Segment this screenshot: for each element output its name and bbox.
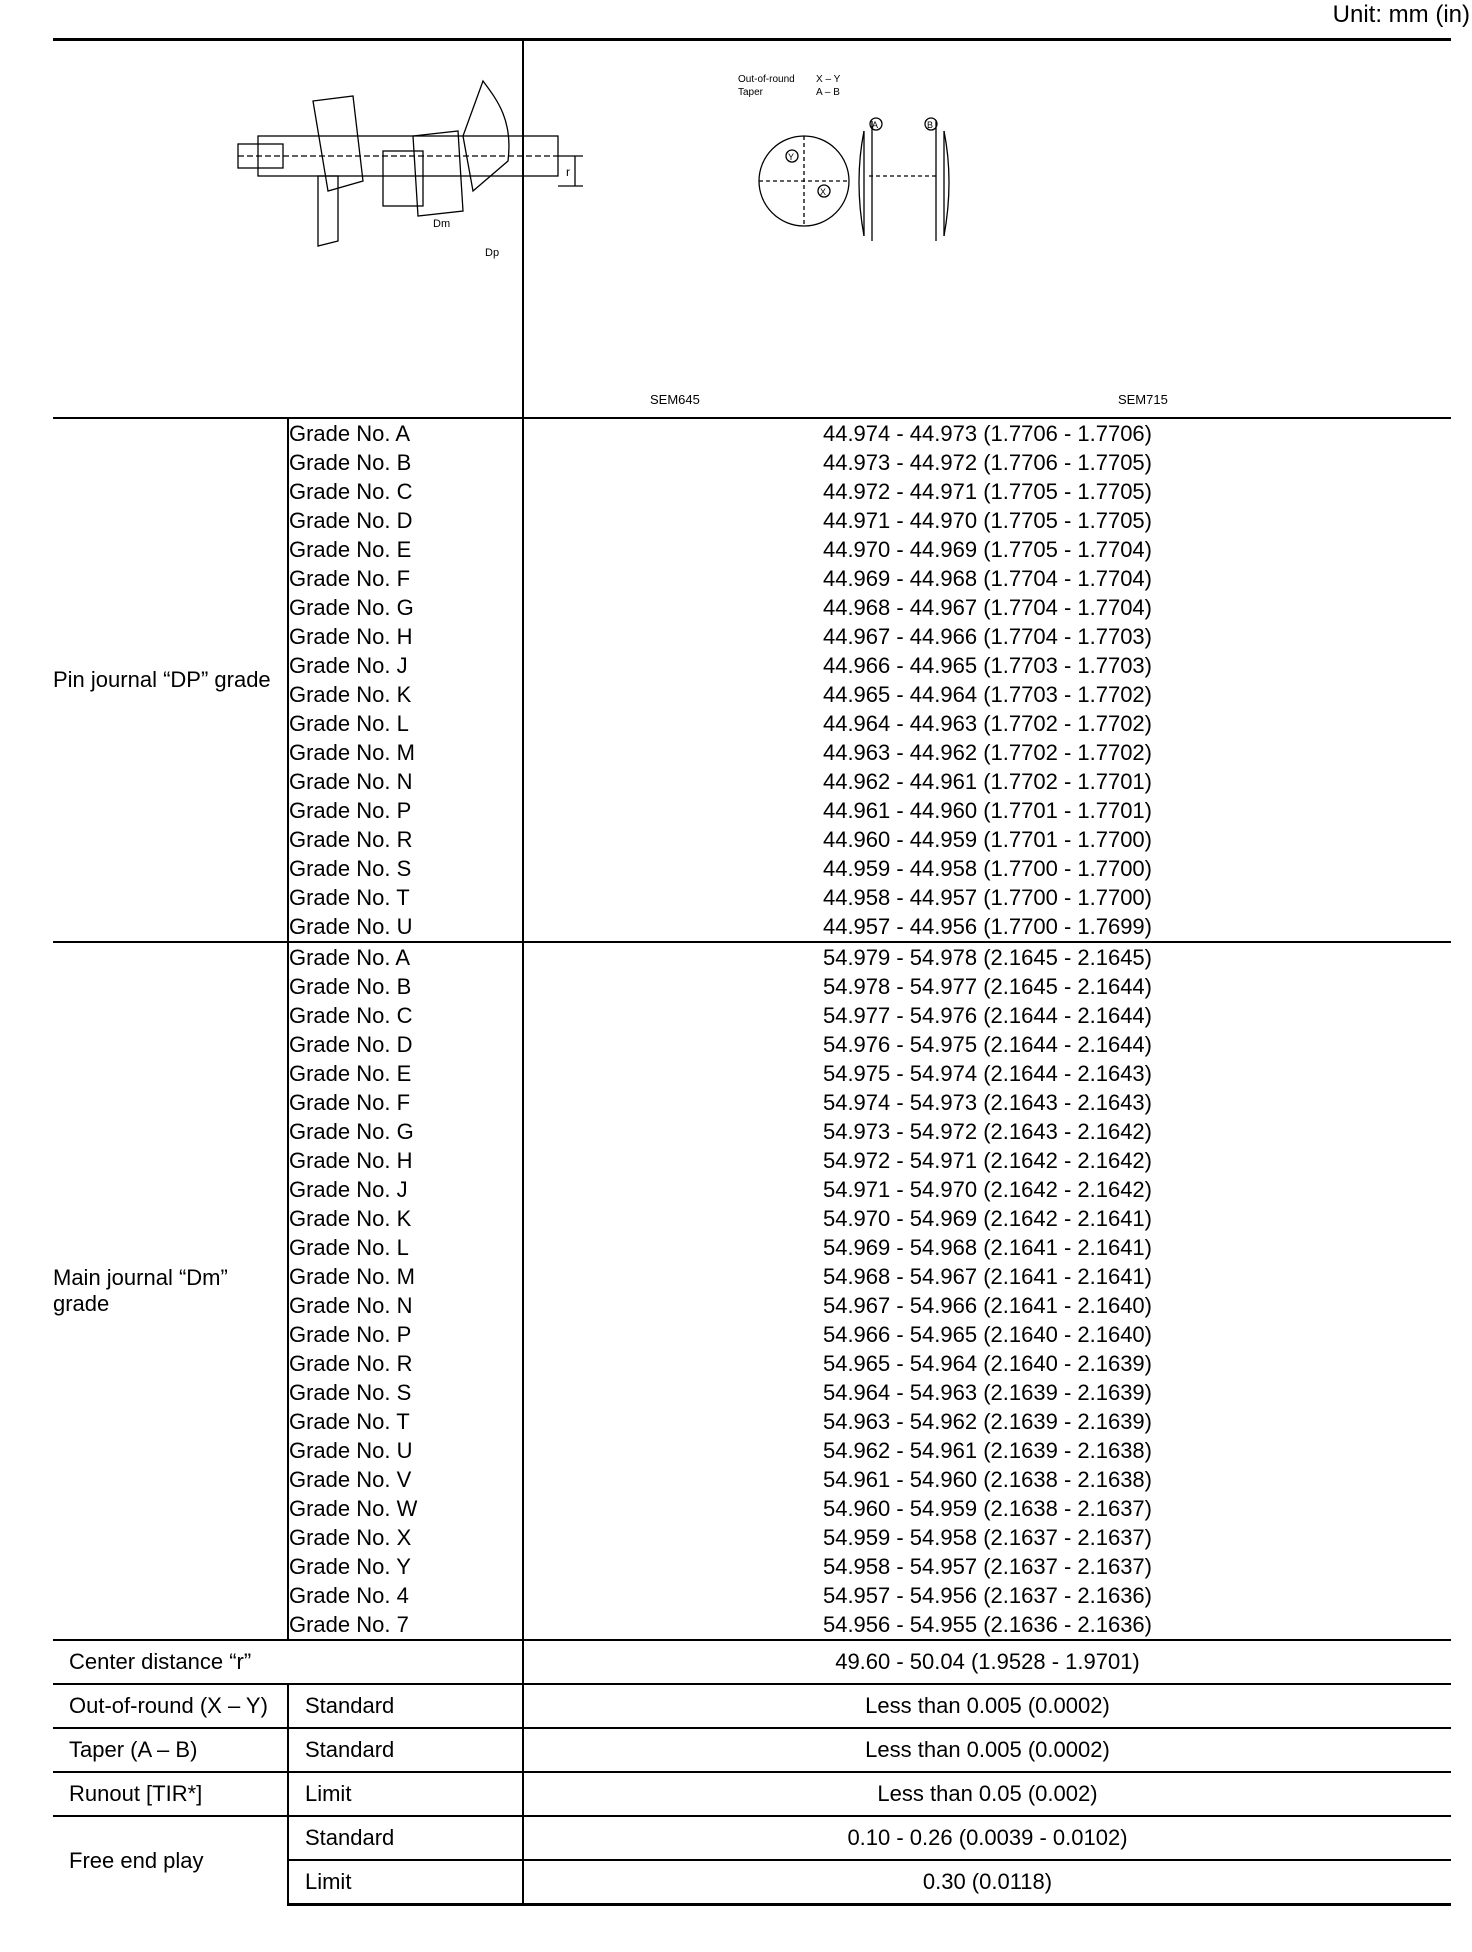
- grade-value: 54.961 - 54.960 (2.1638 - 2.1638): [822, 1467, 1152, 1492]
- dp-label: Dp: [485, 247, 500, 259]
- grade-value: 54.965 - 54.964 (2.1640 - 2.1639): [822, 1351, 1152, 1376]
- grade-label: Grade No. F: [288, 566, 411, 591]
- grade-label: Grade No. S: [288, 856, 412, 881]
- pin-journal-values: [523, 418, 1451, 942]
- grade-value: 44.958 - 44.957 (1.7700 - 1.7700): [822, 885, 1152, 910]
- x-marker-label: X: [819, 187, 826, 197]
- runout-condition: Limit: [288, 1772, 523, 1816]
- legend-taper-formula: A – B: [815, 87, 840, 98]
- figure-row: [53, 40, 1451, 419]
- grade-value: 44.967 - 44.966 (1.7704 - 1.7703): [822, 624, 1152, 649]
- runout-value: Less than 0.05 (0.002): [523, 1772, 1451, 1816]
- taper-label: Taper (A – B): [53, 1728, 288, 1772]
- crankshaft-spec-table: [53, 38, 1451, 1906]
- grade-label: Grade No. C: [288, 479, 413, 504]
- grade-label: Grade No. D: [288, 508, 413, 533]
- grade-label: Grade No. K: [288, 1206, 412, 1231]
- grade-label: Grade No. M: [288, 1264, 415, 1289]
- runout-label: Runout [TIR*]: [53, 1772, 288, 1816]
- grade-value: 54.964 - 54.963 (2.1639 - 2.1639): [822, 1380, 1152, 1405]
- grade-value: 54.971 - 54.970 (2.1642 - 2.1642): [822, 1177, 1152, 1202]
- grade-label: Grade No. P: [288, 798, 412, 823]
- grade-value: 44.968 - 44.967 (1.7704 - 1.7704): [822, 595, 1152, 620]
- grade-label: Grade No. B: [288, 450, 412, 475]
- main-journal-grades: [288, 942, 523, 1640]
- out-of-round-row: [53, 1684, 1451, 1728]
- center-distance-label: Center distance “r”: [53, 1640, 523, 1684]
- grade-label: Grade No. L: [288, 1235, 409, 1260]
- grade-value: 44.962 - 44.961 (1.7702 - 1.7701): [822, 769, 1152, 794]
- pin-journal-row: [53, 418, 1451, 942]
- taper-value: Less than 0.005 (0.0002): [523, 1728, 1451, 1772]
- grade-value: 54.975 - 54.974 (2.1644 - 2.1643): [822, 1061, 1152, 1086]
- grade-value: 44.965 - 44.964 (1.7703 - 1.7702): [822, 682, 1152, 707]
- grade-label: Grade No. B: [288, 974, 412, 999]
- free-end-play-limit-value: 0.30 (0.0118): [523, 1860, 1451, 1905]
- grade-label: Grade No. L: [288, 711, 409, 736]
- r-label: r: [566, 165, 570, 179]
- grade-label: Grade No. W: [288, 1496, 418, 1521]
- grade-value: 54.972 - 54.971 (2.1642 - 2.1642): [822, 1148, 1152, 1173]
- taper-row: [53, 1728, 1451, 1772]
- grade-value: 54.960 - 54.959 (2.1638 - 2.1637): [822, 1496, 1152, 1521]
- out-of-round-condition: Standard: [288, 1684, 523, 1728]
- grade-label: Grade No. N: [288, 769, 413, 794]
- grade-value: 54.969 - 54.968 (2.1641 - 2.1641): [822, 1235, 1152, 1260]
- grade-value: 54.957 - 54.956 (2.1637 - 2.1636): [822, 1583, 1152, 1608]
- grade-label: Grade No. P: [288, 1322, 412, 1347]
- free-end-play-limit-label: Limit: [288, 1860, 523, 1905]
- grade-label: Grade No. 4: [288, 1583, 409, 1608]
- grade-label: Grade No. S: [288, 1380, 412, 1405]
- grade-label: Grade No. C: [288, 1003, 413, 1028]
- legend-out-of-round: Out-of-round: [737, 74, 795, 85]
- taper-condition: Standard: [288, 1728, 523, 1772]
- free-end-play-label: Free end play: [53, 1816, 288, 1905]
- grade-value: 54.956 - 54.955 (2.1636 - 2.1636): [822, 1612, 1152, 1637]
- grade-value: 44.969 - 44.968 (1.7704 - 1.7704): [822, 566, 1152, 591]
- y-marker-label: Y: [787, 152, 794, 162]
- grade-value: 54.958 - 54.957 (2.1637 - 2.1637): [822, 1554, 1152, 1579]
- crankshaft-figure-cell: [53, 40, 700, 419]
- legend-out-of-round-formula: X – Y: [815, 74, 841, 85]
- grade-label: Grade No. J: [288, 1177, 408, 1202]
- grade-value: 44.959 - 44.958 (1.7700 - 1.7700): [822, 856, 1152, 881]
- grade-value: 54.966 - 54.965 (2.1640 - 2.1640): [822, 1322, 1152, 1347]
- grade-value: 54.959 - 54.958 (2.1637 - 2.1637): [822, 1525, 1152, 1550]
- figure-code-left: SEM645: [650, 392, 700, 407]
- free-end-play-standard-row: [53, 1816, 1451, 1860]
- center-distance-value: 49.60 - 50.04 (1.9528 - 1.9701): [523, 1640, 1451, 1684]
- b-marker-label: B: [926, 120, 933, 130]
- grade-label: Grade No. T: [288, 1409, 410, 1434]
- grade-label: Grade No. V: [288, 1467, 412, 1492]
- unit-label: Unit: mm (in): [1332, 1, 1470, 28]
- pin-journal-label: Pin journal “DP” grade: [53, 418, 288, 942]
- grade-value: 44.966 - 44.965 (1.7703 - 1.7703): [822, 653, 1152, 678]
- out-of-round-value: Less than 0.005 (0.0002): [523, 1684, 1451, 1728]
- grade-label: Grade No. F: [288, 1090, 411, 1115]
- center-distance-row: [53, 1640, 1451, 1684]
- grade-value: 44.971 - 44.970 (1.7705 - 1.7705): [822, 508, 1152, 533]
- runout-row: [53, 1772, 1451, 1816]
- main-journal-values: [523, 942, 1451, 1640]
- grade-label: Grade No. H: [288, 624, 413, 649]
- grade-value: 44.961 - 44.960 (1.7701 - 1.7701): [822, 798, 1152, 823]
- grade-value: 54.970 - 54.969 (2.1642 - 2.1641): [822, 1206, 1152, 1231]
- grade-value: 44.963 - 44.962 (1.7702 - 1.7702): [822, 740, 1152, 765]
- grade-label: Grade No. R: [288, 1351, 413, 1376]
- grade-value: 44.957 - 44.956 (1.7700 - 1.7699): [822, 914, 1152, 939]
- grade-label: Grade No. N: [288, 1293, 413, 1318]
- grade-label: Grade No. J: [288, 653, 408, 678]
- grade-value: 44.974 - 44.973 (1.7706 - 1.7706): [822, 421, 1152, 446]
- legend-taper: Taper: [737, 87, 763, 98]
- grade-value: 44.972 - 44.971 (1.7705 - 1.7705): [822, 479, 1152, 504]
- grade-label: Grade No. 7: [288, 1612, 409, 1637]
- grade-value: 54.976 - 54.975 (2.1644 - 2.1644): [822, 1032, 1152, 1057]
- main-journal-row: [53, 942, 1451, 1640]
- grade-label: Grade No. G: [288, 595, 414, 620]
- grade-value: 44.964 - 44.963 (1.7702 - 1.7702): [822, 711, 1152, 736]
- grade-label: Grade No. U: [288, 1438, 413, 1463]
- grade-value: 54.974 - 54.973 (2.1643 - 2.1643): [822, 1090, 1152, 1115]
- out-of-round-taper-diagram: [524, 41, 1220, 417]
- grade-label: Grade No. A: [288, 421, 411, 446]
- grade-label: Grade No. X: [288, 1525, 412, 1550]
- grade-label: Grade No. G: [288, 1119, 414, 1144]
- grade-value: 54.968 - 54.967 (2.1641 - 2.1641): [822, 1264, 1152, 1289]
- dm-label: Dm: [433, 218, 451, 230]
- grade-value: 54.963 - 54.962 (2.1639 - 2.1639): [822, 1409, 1152, 1434]
- grade-label: Grade No. T: [288, 885, 410, 910]
- grade-label: Grade No. M: [288, 740, 415, 765]
- grade-label: Grade No. K: [288, 682, 412, 707]
- grade-label: Grade No. R: [288, 827, 413, 852]
- grade-value: 44.960 - 44.959 (1.7701 - 1.7700): [822, 827, 1152, 852]
- out-of-round-label: Out-of-round (X – Y): [53, 1684, 288, 1728]
- grade-label: Grade No. Y: [288, 1554, 411, 1579]
- grade-value: 44.973 - 44.972 (1.7706 - 1.7705): [822, 450, 1152, 475]
- grade-label: Grade No. E: [288, 537, 412, 562]
- grade-value: 54.979 - 54.978 (2.1645 - 2.1645): [822, 945, 1152, 970]
- grade-value: 54.978 - 54.977 (2.1645 - 2.1644): [822, 974, 1152, 999]
- a-marker-label: A: [871, 120, 878, 130]
- grade-label: Grade No. U: [288, 914, 413, 939]
- journal-figure-cell: [523, 40, 1451, 419]
- grade-value: 54.973 - 54.972 (2.1643 - 2.1642): [822, 1119, 1152, 1144]
- grade-value: 44.970 - 44.969 (1.7705 - 1.7704): [822, 537, 1152, 562]
- pin-journal-grades: [288, 418, 523, 942]
- main-journal-label: Main journal “Dm” grade: [53, 942, 288, 1640]
- grade-value: 54.977 - 54.976 (2.1644 - 2.1644): [822, 1003, 1152, 1028]
- grade-label: Grade No. A: [288, 945, 411, 970]
- grade-label: Grade No. D: [288, 1032, 413, 1057]
- grade-label: Grade No. E: [288, 1061, 412, 1086]
- free-end-play-standard-value: 0.10 - 0.26 (0.0039 - 0.0102): [523, 1816, 1451, 1860]
- grade-value: 54.962 - 54.961 (2.1639 - 2.1638): [822, 1438, 1152, 1463]
- free-end-play-standard-label: Standard: [288, 1816, 523, 1860]
- figure-code-right: SEM715: [1117, 392, 1168, 407]
- grade-label: Grade No. H: [288, 1148, 413, 1173]
- grade-value: 54.967 - 54.966 (2.1641 - 2.1640): [822, 1293, 1152, 1318]
